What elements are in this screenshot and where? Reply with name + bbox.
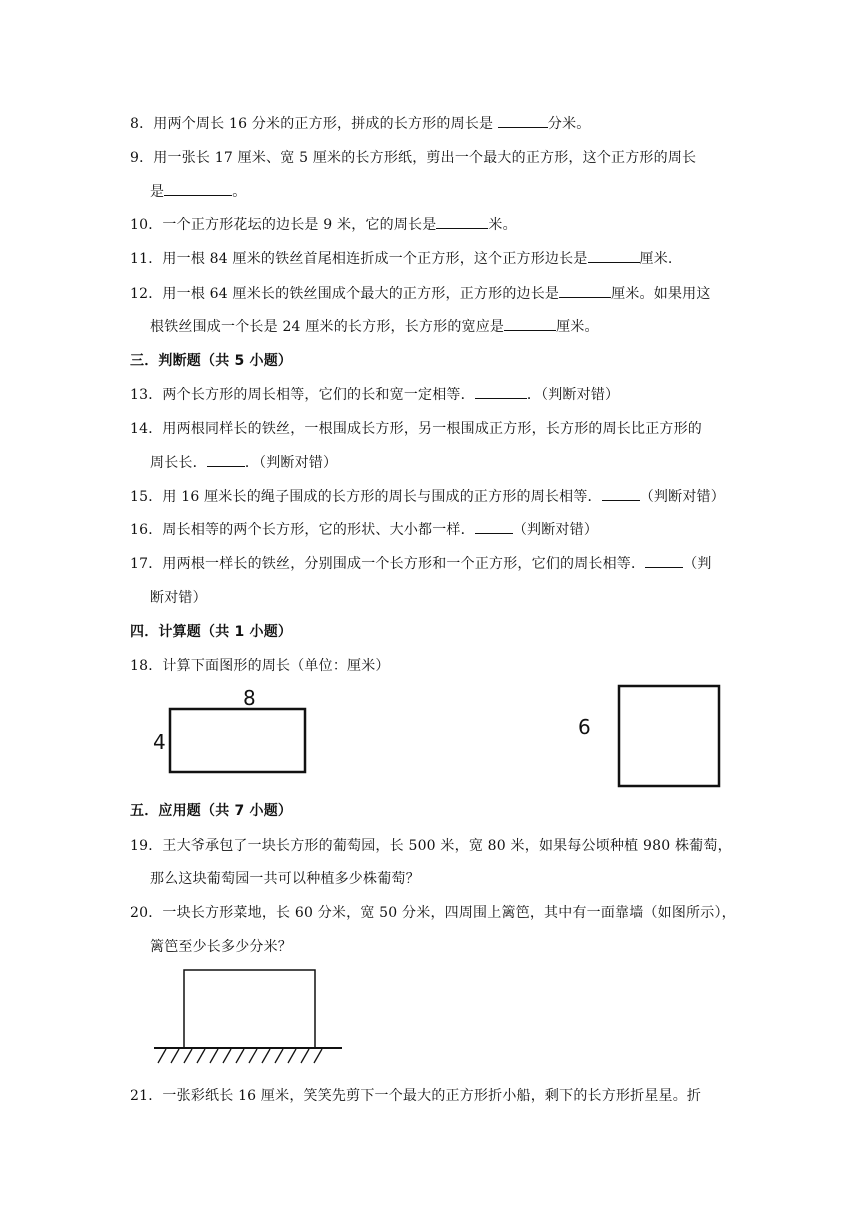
- question-20-text: 20．一块长方形菜地，长 60 分米，宽 50 分米，四周围上篱笆，其中有一面靠墙（如图所示），: [130, 905, 736, 921]
- rectangle-left-label: 4: [153, 730, 166, 754]
- answer-blank[interactable]: [475, 384, 527, 399]
- hatch-stroke: [262, 1049, 270, 1063]
- question-15-end: （判断对错）: [639, 489, 725, 505]
- question-10-text: 10．一个正方形花坛的边长是 9 米，它的周长是: [130, 217, 437, 233]
- question-17-text: 17．用两根一样长的铁丝，分别围成一个长方形和一个正方形，它们的周长相等．: [130, 556, 646, 572]
- garden-rectangle: [184, 970, 315, 1048]
- question-9-text-cont: 是: [150, 184, 165, 200]
- answer-blank[interactable]: [207, 452, 245, 467]
- rectangle-top-label: 8: [243, 686, 256, 710]
- hatch-stroke: [314, 1049, 322, 1063]
- question-16-end: （判断对错）: [512, 522, 599, 538]
- question-9-end: 。: [232, 184, 247, 200]
- question-10: [130, 214, 517, 234]
- answer-blank[interactable]: [475, 519, 513, 534]
- answer-blank[interactable]: [602, 486, 640, 501]
- answer-blank[interactable]: [498, 113, 548, 128]
- answer-blank[interactable]: [588, 248, 640, 263]
- question-13: [130, 384, 619, 404]
- answer-blank[interactable]: [436, 214, 488, 229]
- rectangle-figure: [140, 685, 320, 780]
- question-12: [130, 283, 711, 303]
- question-11-text: 11．用一根 84 厘米的铁丝首尾相连折成一个正方形，这个正方形边长是: [130, 251, 588, 267]
- question-12-text-2: 厘米。如果用这: [611, 286, 711, 302]
- question-15-text: 15．用 16 厘米长的绳子围成的长方形的周长与围成的正方形的周长相等．: [130, 489, 602, 505]
- question-20-continued: [150, 936, 292, 956]
- answer-blank[interactable]: [559, 283, 611, 298]
- question-19-text: 19．王大爷承包了一块长方形的葡萄园，长 500 米，宽 80 米，如果每公顷种植 980 株葡萄，: [130, 838, 732, 854]
- question-20-text-cont: 篱笆至少长多少分米？: [150, 939, 292, 955]
- question-13-end: ．（判断对错）: [526, 387, 620, 403]
- hatch-stroke: [210, 1049, 218, 1063]
- question-14-text: 14．用两根同样长的铁丝，一根围成长方形，另一根围成正方形，长方形的周长比正方形的: [130, 421, 703, 437]
- hatch-stroke: [171, 1049, 179, 1063]
- hatch-stroke: [288, 1049, 296, 1063]
- question-10-unit: 米。: [488, 217, 517, 233]
- question-21: [130, 1085, 701, 1105]
- question-8-unit: 分米。: [547, 116, 591, 132]
- rectangle-shape: [170, 709, 305, 772]
- square-left-label: 6: [578, 715, 591, 739]
- question-13-text: 13．两个长方形的周长相等，它们的长和宽一定相等．: [130, 387, 475, 403]
- question-18: 18．计算下面图形的周长（单位：厘米）: [130, 658, 390, 674]
- question-17-end: （判: [683, 556, 712, 572]
- hatch-stroke: [223, 1049, 231, 1063]
- question-17-text-cont: 断对错）: [150, 590, 207, 606]
- question-12-end: 厘米。: [556, 319, 599, 335]
- square-shape: [619, 686, 719, 786]
- section-5-heading: 五．应用题（共 7 小题）: [130, 803, 293, 819]
- question-19: [130, 835, 732, 855]
- question-11: [130, 248, 673, 268]
- question-21-text: 21．一张彩纸长 16 厘米，笑笑先剪下一个最大的正方形折小船，剩下的长方形折星星。折: [130, 1088, 702, 1104]
- question-9: [130, 147, 696, 167]
- square-figure: [570, 680, 730, 790]
- hatch-stroke: [197, 1049, 205, 1063]
- question-11-unit: 厘米.: [639, 251, 673, 267]
- question-14-continued: [150, 452, 337, 472]
- question-15: [130, 486, 725, 506]
- question-8-text: 8．用两个周长 16 分米的正方形，拼成的长方形的周长是: [130, 116, 498, 132]
- hatch-stroke: [301, 1049, 309, 1063]
- question-12-text-cont: 根铁丝围成一个长是 24 厘米的长方形，长方形的宽应是: [150, 319, 505, 335]
- question-19-continued: [150, 868, 420, 888]
- hatch-stroke: [275, 1049, 283, 1063]
- question-17: [130, 553, 712, 573]
- question-16-text: 16．周长相等的两个长方形，它的形状、大小都一样．: [130, 522, 475, 538]
- hatch-stroke: [158, 1049, 166, 1063]
- question-14-text-cont: 周长长．: [150, 455, 207, 471]
- garden-wall-figure: [150, 965, 350, 1075]
- question-9-text: 9．用一张长 17 厘米、宽 5 厘米的长方形纸，剪出一个最大的正方形，这个正方形的周长: [130, 150, 697, 166]
- question-12-text: 12．用一根 64 厘米长的铁丝围成个最大的正方形，正方形的边长是: [130, 286, 560, 302]
- question-14-end: ．（判断对错）: [244, 455, 338, 471]
- question-17-continued: [150, 587, 207, 607]
- hatch-stroke: [184, 1049, 192, 1063]
- question-12-continued: [150, 316, 599, 336]
- question-16: [130, 519, 598, 539]
- question-14: [130, 418, 702, 438]
- answer-blank[interactable]: [164, 181, 232, 196]
- question-9-continued: [150, 181, 246, 201]
- wall-hatching: [158, 1049, 322, 1063]
- hatch-stroke: [249, 1049, 257, 1063]
- answer-blank[interactable]: [645, 553, 683, 568]
- section-4-heading: 四．计算题（共 1 小题）: [130, 624, 293, 640]
- section-3-heading: 三．判断题（共 5 小题）: [130, 353, 293, 369]
- hatch-stroke: [236, 1049, 244, 1063]
- question-20: [130, 902, 736, 922]
- question-19-text-cont: 那么这块葡萄园一共可以种植多少株葡萄？: [150, 871, 420, 887]
- answer-blank[interactable]: [504, 316, 556, 331]
- question-8: [130, 113, 590, 133]
